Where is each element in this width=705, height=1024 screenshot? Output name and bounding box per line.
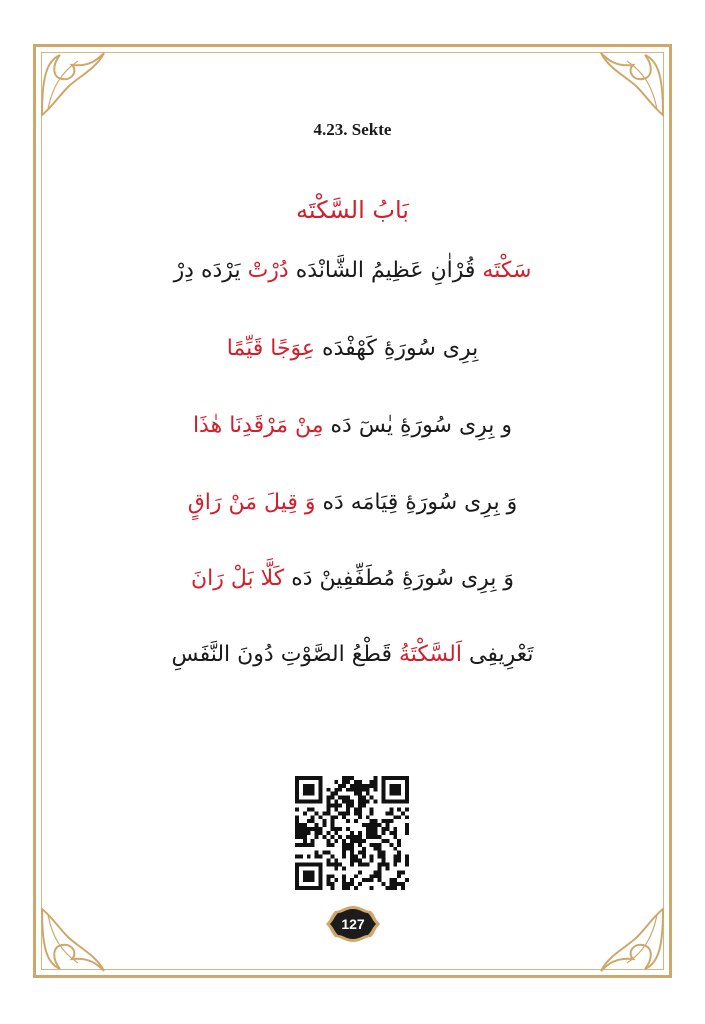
arabic-text-line xyxy=(60,336,645,361)
floral-corner-ornament-icon xyxy=(38,49,108,119)
text-segment: وَ بِرِى سُورَهِٔ قِيَامَه دَه xyxy=(315,490,518,515)
floral-corner-ornament-icon xyxy=(38,905,108,975)
text-segment: يَرْدَه دِرْ xyxy=(173,258,248,283)
text-segment: قَطْعُ الصَّوْتِ دُونَ النَّفَسِ xyxy=(171,642,399,667)
floral-corner-ornament-icon xyxy=(597,905,667,975)
arabic-text-line xyxy=(60,566,645,591)
text-segment: دُرْتْ xyxy=(247,258,289,283)
text-segment: مِنْ مَرْقَدِنَا هٰذَا xyxy=(192,413,324,438)
text-segment: وَ قِيلَ مَنْ رَاقٍ xyxy=(187,490,316,515)
text-segment: و بِرِى سُورَهِٔ يٰسٓ دَه xyxy=(323,413,513,438)
text-segment: قُرْاٰنِ عَظِيمُ الشَّانْدَه xyxy=(288,258,483,283)
text-segment: تَعْرِيفِى xyxy=(462,642,534,667)
text-segment: بَابُ السَّكْتَه xyxy=(296,196,409,224)
arabic-title-line xyxy=(60,196,645,224)
text-segment: اَلسَّكْتَةُ xyxy=(398,642,462,667)
text-segment: عِوَجًا قَيِّمًا xyxy=(226,336,316,361)
text-segment: كَلَّا بَلْ رَانَ xyxy=(190,566,285,591)
page-number: 127 xyxy=(341,916,365,932)
arabic-text-line xyxy=(60,413,645,438)
text-segment: بِرِى سُورَهِٔ كَهْفْدَه xyxy=(315,336,479,361)
arabic-text-line xyxy=(60,642,645,667)
text-segment: وَ بِرِى سُورَهِٔ مُطَفِّفِينْ دَه xyxy=(284,566,515,591)
text-segment: سَكْتَه xyxy=(482,258,532,283)
arabic-text-line xyxy=(60,490,645,515)
floral-corner-ornament-icon xyxy=(597,49,667,119)
qr-code-icon[interactable] xyxy=(295,776,409,890)
page-number-badge xyxy=(325,905,381,943)
arabic-text-line xyxy=(60,258,645,283)
section-heading: 4.23. Sekte xyxy=(313,120,392,139)
